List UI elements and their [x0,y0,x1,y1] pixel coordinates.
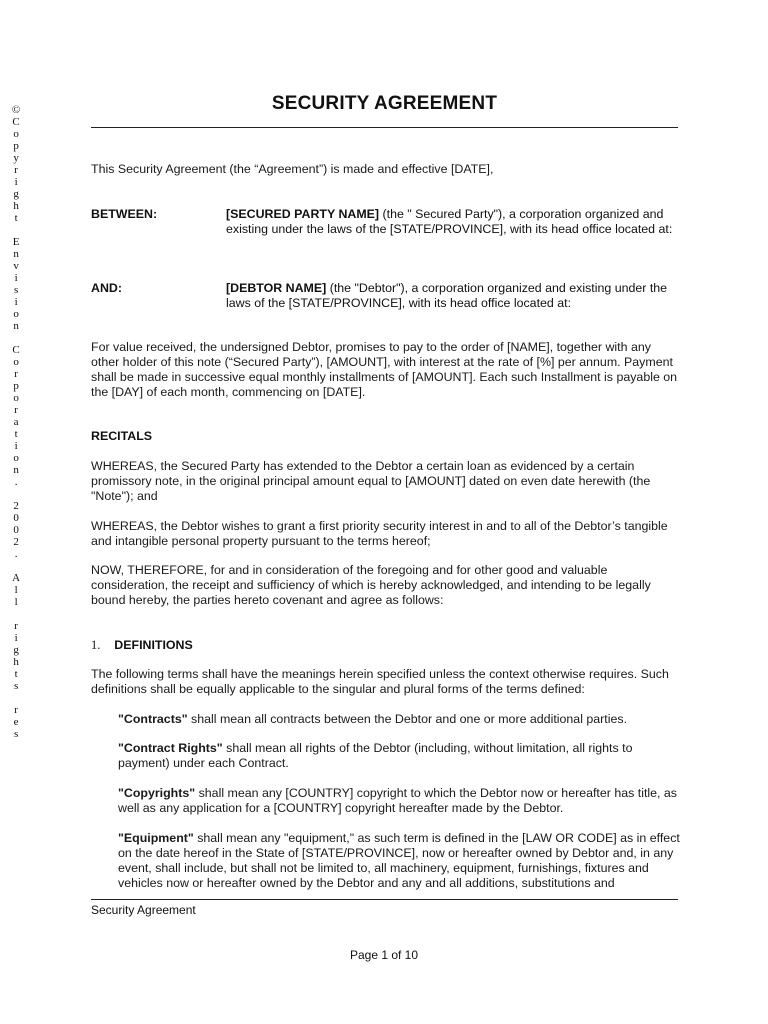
definition-text: shall mean any [COUNTRY] copyright to which the Debtor now or hereafter has title, as well as any application for a [COUNTRY] copyright hereafter made by the Debtor. [118,786,678,815]
debtor-name: [DEBTOR NAME] [226,281,327,295]
intro-paragraph: This Security Agreement (the “Agreement”) is made and effective [DATE], [91,162,494,176]
between-label: BETWEEN: [91,207,158,221]
definition-item-copyrights [118,786,681,816]
definition-text: shall mean all rights of the Debtor (including, without limitation, all rights to payment) under each Contract. [118,741,633,770]
value-received-paragraph: For value received, the undersigned Debtor, promises to pay to the order of [NAME], together with any other holder of this note (“Secured Party”), [AMOUNT], with interest at the rate of [%] per annum. Payment shall be made in successive equal monthly installments of [AMOUNT]. Each such Installment is payable on the [DAY] of each month, commencing on [DATE]. [91,340,678,399]
debtor-block [226,281,681,311]
definition-term: "Equipment" [118,831,194,845]
secured-party-name: [SECURED PARTY NAME] [226,207,380,221]
recitals-heading: RECITALS [91,429,153,443]
definition-item-equipment [118,831,681,891]
definition-text: shall mean any "equipment," as such term is defined in the [LAW OR CODE] as in effect on the date hereof in the State of [STATE/PROVINCE], now or hereafter owned by Debtor and, in any event, shall include, but shall not be limited to, all machinery, equipment, furnishings, fixtures and vehicles now or hereafter owned by the Debtor and any and all additions, substitutions and [118,831,680,890]
secured-party-description: (the " Secured Party"), a corporation organized and existing under the laws of the [STATE/PROVINCE], with its head office located at: [226,207,673,236]
definition-term: "Contracts" [118,712,188,726]
debtor-description: (the "Debtor"), a corporation organized and existing under the laws of the [STATE/PROVINCE], with its head office located at: [226,281,668,310]
definition-term: "Contract Rights" [118,741,223,755]
section-number: 1. [91,638,101,652]
footer-divider [91,899,678,900]
secured-party-block [226,207,681,237]
document-title: SECURITY AGREEMENT [271,93,498,114]
whereas-paragraph-1: WHEREAS, the Secured Party has extended to the Debtor a certain loan as evidenced by a certain promissory note, in the original principal amount equal to [AMOUNT] dated on even date herewith (the "Note"); and [91,459,651,503]
title-divider [91,127,678,128]
footer-document-title: Security Agreement [91,903,196,917]
side-copyright-notice: ©Copyright Envision Corporation. 2002. All rights res [10,104,23,740]
definitions-title: DEFINITIONS [114,638,193,652]
definition-item-contract-rights [118,741,681,771]
and-label: AND: [91,281,122,295]
definition-text: shall mean all contracts between the Debtor and one or more additional parties. [187,712,628,726]
now-therefore-paragraph: NOW, THEREFORE, for and in consideration of the foregoing and for other good and valuable consideration, the receipt and sufficiency of which is hereby acknowledged, and intending to be legally bound hereby, the parties hereto covenant and agree as follows: [91,563,651,607]
whereas-paragraph-2: WHEREAS, the Debtor wishes to grant a first priority security interest in and to all of the Debtor’s tangible and intangible personal property pursuant to the terms hereof; [91,519,668,548]
definitions-heading [91,638,193,653]
definitions-intro: The following terms shall have the meanings herein specified unless the context otherwise requires. Such definitions shall be equally applicable to the singular and plural forms of the terms defined: [91,667,669,696]
definition-term: "Copyrights" [118,786,196,800]
page-number: Page 1 of 10 [349,948,419,962]
definition-item-contracts [118,712,681,727]
